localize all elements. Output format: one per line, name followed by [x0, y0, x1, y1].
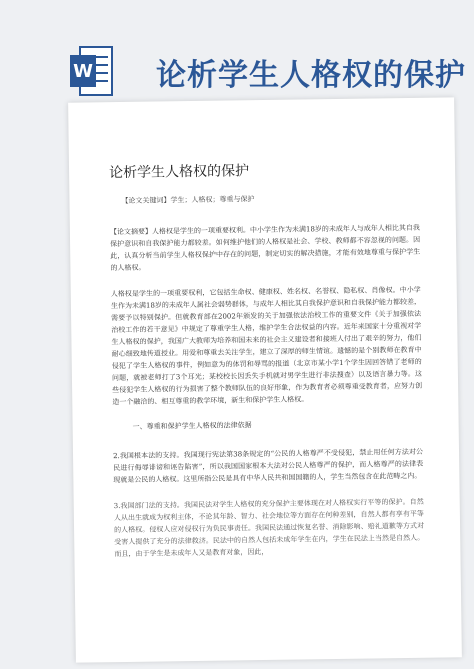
word-icon-letter: W [73, 61, 93, 82]
keywords-line: 【论文关键词】学生；人格权；尊重与保护 [121, 195, 255, 205]
document-body [109, 158, 425, 574]
banner-title: 论析学生人格权的保护 [156, 58, 466, 93]
body-paragraph-2: 2.我国根本法的支持。我国现行宪法第38条规定的“公民的人格尊严不受侵犯，禁止用任何方法对公民进行侮辱诽谤和诬告陷害”，所以我国国家根本大法对公民人格尊严的保护，而人格尊严的法律表现就是公民的人格权。这里所指公民是具有中华人民共和国国籍的人，学生当然包含在此范畴之内。 [112, 447, 424, 485]
body-paragraph-1: 人格权是学生的一项重要权利，它包括生命权、健康权、姓名权、名誉权、隐私权、肖像权。中小学生作为未满18岁的未成年人属社会弱势群体，与成年人相比其自我保护意识和自我保护能力都较差，需要予以特别保护。但就教育部在2002年颁发的关于加强依法治校工作的重要文件《关于加强依法治校工作的若干意见》中规定了尊重学生人格，维护学生合法权益的内容。近年来国家十分重视对学生人格权的保护，我国广大教师为培养和国未来的社会主义建设者和接班人付出了艰辛的努力，他们耐心细致地传道授业。用爱和尊重去关注学生，建立了深厚的师生情谊。遗憾的是个别教师在教育中侵犯了学生人格权的事件，例如意为的体罚和辱骂的报道（北京市某小学1个学生因回答错了老师的问题，就被老师打了3个耳光；某校校长因丢失手机就对男学生进行非法搜查）以及语言暴力等。这些侵犯学生人格权的行为损害了整个教师队伍的良好形象，作为教育者必须尊重受教育者，应努力创造一个融洽的、相互尊重的教学环境，新生和保护学生人格权。 [110, 285, 423, 407]
document-page [68, 97, 462, 662]
abstract-paragraph: 【论文摘要】人格权是学生的一项重要权利。中小学生作为未满18岁的未成年人与成年人相比其自我保护意识和自我保护能力都较差。如何维护他们的人格权是社会、学校、教师都不容忽视的问题。因此，认真分析当前学生人格权保护中存在的问题，制定切实的解决措施，才能有效地尊重与保护学生的人格权。 [109, 223, 421, 273]
document-title: 论析学生人格权的保护 [108, 163, 250, 182]
word-document-icon [70, 45, 114, 97]
section-heading: 一、尊重和保护学生人格权的法律依据 [132, 421, 252, 431]
body-paragraph-3: 3.我国部门法的支持。我国民法对学生人格权的充分保护主要体现在对人格权实行平等的保护。自然人从出生就成为权利主体，不论其年龄、智力、社会地位等方面存在何种差别，自然人都有享有平等的人格权。侵权人应对侵权行为负民事责任。我国民法通过恢复名誉、消除影响、赔礼道歉等方式对受害人提供了充分的法律救济。民法中的自然人包括未成年学生在内，学生在民法上当然是自然人。而且，由于学生是未成年人又是教育对象，因此， [113, 497, 425, 559]
header-banner [0, 0, 474, 110]
